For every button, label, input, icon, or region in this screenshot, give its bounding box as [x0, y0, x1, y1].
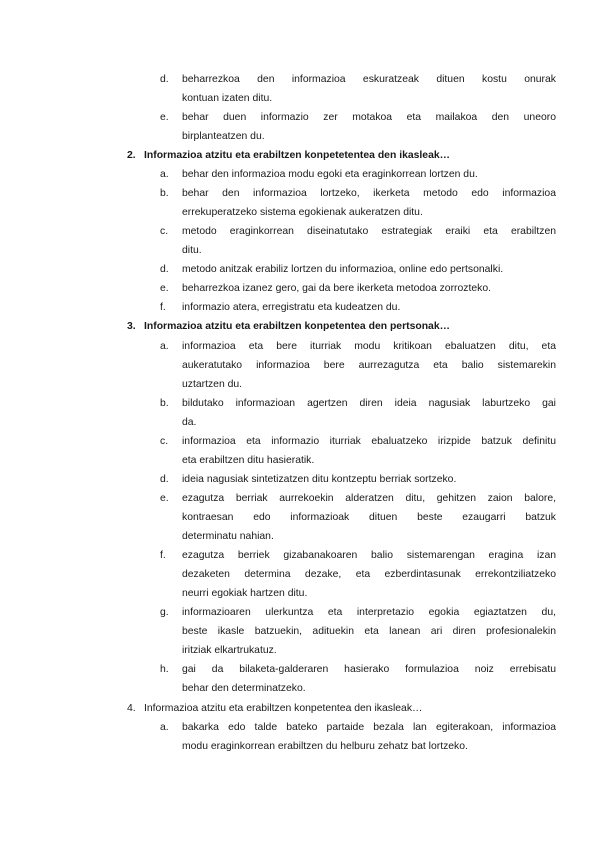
list-item-text: determinatu nahian.: [182, 531, 274, 542]
list-item-text: beste ikasle batzuekin, adituekin eta lanean ari diren profesionalekin: [182, 626, 556, 637]
list-item-text: bakarka edo talde bateko partaide bezala lan egiterakoan, informazioa: [182, 722, 556, 733]
list-marker: e.: [160, 493, 169, 504]
list-item-text: dezaketen determina dezake, eta ezberdintasunak errekontziliatzeko: [182, 569, 556, 580]
list-item-text: behar duen informazio zer motakoa eta mailakoa den uneoro: [182, 112, 556, 123]
list-marker: a.: [160, 169, 169, 180]
list-item-text: ezagutza berriek gizabanakoaren balio sistemarengan eragina izan: [182, 550, 556, 561]
list-marker: f.: [160, 302, 166, 313]
list-item-text: informazioaren ulerkuntza eta interpretazio egokia egiaztatzen du,: [182, 607, 556, 618]
list-marker: e.: [160, 112, 169, 123]
list-item-text: metodo eraginkorrean diseinatutako estrategiak eraiki eta erabiltzen: [182, 226, 556, 237]
list-marker: e.: [160, 283, 169, 294]
list-item-text: uztartzen du.: [182, 379, 243, 390]
list-item-text: ideia nagusiak sintetizatzen ditu kontzeptu berriak sortzeko.: [182, 474, 457, 485]
list-item-text: kontuan izaten ditu.: [182, 93, 273, 104]
list-item-text: neurri egokiak hartzen ditu.: [182, 588, 308, 599]
list-item-text: birplanteatzen du.: [182, 131, 265, 142]
list-marker: d.: [160, 264, 169, 275]
list-item-text: ditu.: [182, 245, 202, 256]
list-item-text: errekuperatzeko sistema egokienak aukeratzen ditu.: [182, 207, 423, 218]
list-item-text: aukeratutako informazioa bere aurrezagutza eta balio sistemarekin: [182, 360, 556, 371]
list-item-text: informazioa eta informazio iturriak ebaluatzeko irizpide batzuk definitu: [182, 436, 556, 447]
list-item-text: beharrezkoa den informazioa eskuratzeak dituen kostu onurak: [182, 74, 556, 85]
list-item-text: modu eraginkorrean erabiltzen du helburu zehatz bat lortzeko.: [182, 741, 468, 752]
list-marker: c.: [160, 436, 169, 447]
section-number: 2.: [127, 150, 136, 161]
list-marker: f.: [160, 550, 166, 561]
list-item-text: informazio atera, erregistratu eta kudeatzen du.: [182, 302, 401, 313]
list-marker: b.: [160, 188, 169, 199]
section-heading: Informazioa atzitu eta erabiltzen konpetentea den ikasleak…: [144, 703, 423, 714]
list-item-text: eta erabiltzen ditu hasieratik.: [182, 455, 315, 466]
section-heading: Informazioa atzitu eta erabiltzen konpetentea den pertsonak…: [144, 321, 451, 332]
list-item-text: ezagutza berriak aurrekoekin alderatzen ditu, gehitzen zaion balore,: [182, 493, 556, 504]
list-item-text: beharrezkoa izanez gero, gai da bere ikerketa metodoa zorrozteko.: [182, 283, 492, 294]
list-item-text: gai da bilaketa-galderaren hasierako formulazioa noiz errebisatu: [182, 664, 556, 675]
list-item-text: metodo anitzak erabiliz lortzen du informazioa, online edo pertsonalki.: [182, 264, 504, 275]
list-item-text: behar den determinatzeko.: [182, 683, 306, 694]
list-marker: a.: [160, 722, 169, 733]
list-item-text: behar den informazioa modu egoki eta eraginkorrean lortzen du.: [182, 169, 478, 180]
list-item-text: informazioa eta bere iturriak modu kritikoan ebaluatzen ditu, eta: [182, 341, 556, 352]
list-marker: g.: [160, 607, 169, 618]
list-item-text: behar den informazioa lortzeko, ikerketa metodo edo informazioa: [182, 188, 556, 199]
list-marker: d.: [160, 474, 169, 485]
list-item-text: iritziak elkartrukatuz.: [182, 645, 277, 656]
list-marker: a.: [160, 341, 169, 352]
list-marker: d.: [160, 74, 169, 85]
section-heading: Informazioa atzitu eta erabiltzen konpetetentea den ikasleak…: [144, 150, 451, 161]
list-item-text: kontraesan edo informazioak dituen beste ezaugarri batzuk: [182, 512, 556, 523]
list-marker: c.: [160, 226, 169, 237]
section-number: 4.: [127, 703, 136, 714]
list-marker: b.: [160, 398, 169, 409]
list-item-text: bildutako informazioan agertzen diren ideia nagusiak laburtzeko gai: [182, 398, 556, 409]
list-marker: h.: [160, 664, 169, 675]
section-number: 3.: [127, 321, 136, 332]
list-item-text: da.: [182, 417, 197, 428]
